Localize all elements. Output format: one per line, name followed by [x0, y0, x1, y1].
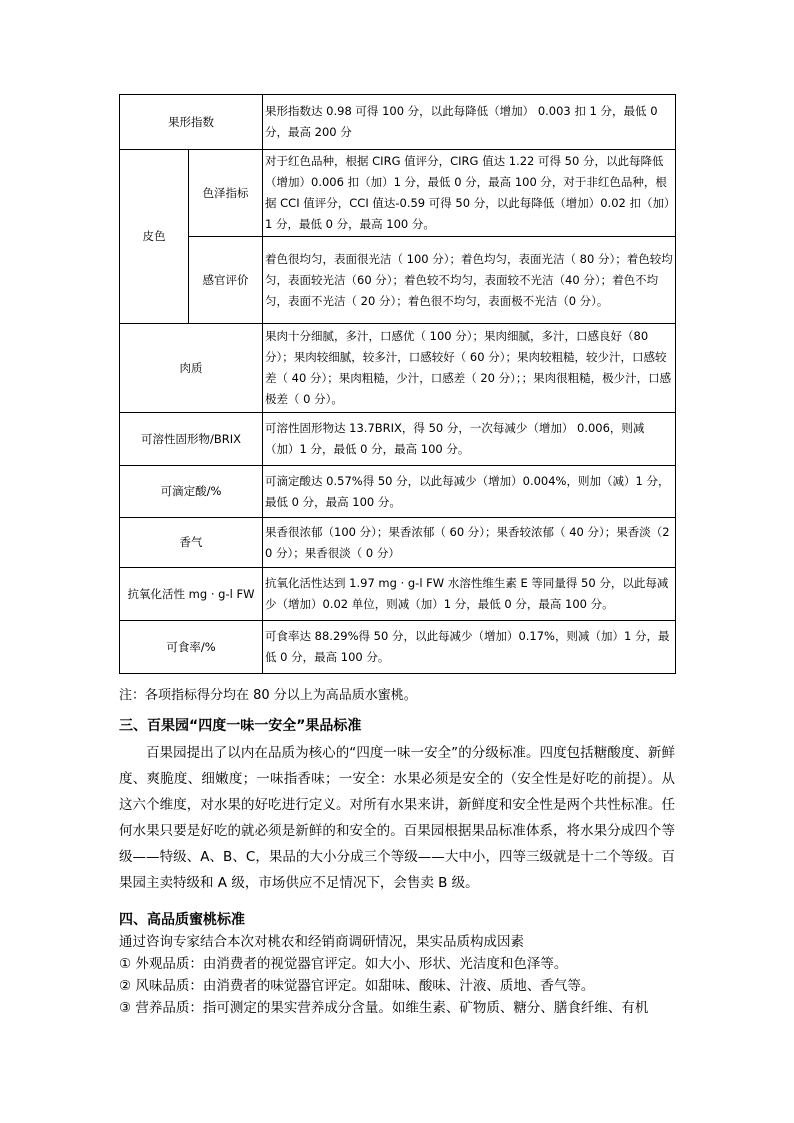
list-item: ② 风味品质：由消费者的味觉器官评定。如甜味、酸味、汁液、质地、香气等。 [119, 978, 595, 994]
row-desc-brix: 可溶性固形物达 13.7BRIX，得 50 分，一次每减少（增加） 0.006，则减（加）1 分，最低 0 分，最高 100 分。 [263, 413, 676, 466]
row-label-aroma: 香气 [120, 518, 263, 568]
table-row [120, 150, 676, 237]
row-desc-edible-rate: 可食率达 88.29%得 50 分，以此每减少（增加）0.17%，则减（加）1 分，最低 0 分，最高 100 分。 [263, 621, 676, 674]
row-desc-aroma: 果香很浓郁（100 分）；果香浓郁（ 60 分）；果香较浓郁（ 40 分）；果香淡（20 分）；果香很淡（ 0 分） [263, 518, 676, 568]
table-row [120, 466, 676, 518]
row-label-sensory: 感官评价 [189, 237, 263, 324]
row-desc-antioxidant: 抗氧化活性达到 1.97 mg · g-l FW 水溶性维生素 E 等同量得 50 分，以此每减少（增加）0.02 单位，则减（加）1 分，最低 0 分，最高 100 分。 [263, 568, 676, 621]
table-row [120, 518, 676, 568]
row-desc-flesh: 果肉十分细腻，多汁，口感优（ 100 分）；果肉细腻，多汁，口感良好（80 分）；果肉较细腻，较多汁，口感较好（ 60 分）；果肉较粗糙，较少汁，口感较差（ 40 分）；果肉粗糙，少汁，口感差（ 20 分）；；果肉很粗糙，极少汁，口感极差（ 0 分）。 [263, 324, 676, 413]
table-row [120, 413, 676, 466]
quality-standard-table [119, 94, 676, 674]
row-desc-color: 对于红色品种，根据 CIRG 值评分，CIRG 值达 1.22 可得 50 分，以此每降低（增加）0.006 扣（加）1 分，最低 0 分，最高 100 分，对于非红色品种，根据 CCI 值评分，CCI 值达-0.59 可得 50 分，以此每降低（增加）0.02 扣（加）1 分，最低 0 分，最高 100 分。 [263, 150, 676, 237]
section-4-heading: 四、高品质蜜桃标准 [119, 912, 245, 928]
row-label-brix: 可溶性固形物/BRIX [120, 413, 263, 466]
table-row [120, 237, 676, 324]
list-item: ③ 营养品质：指可测定的果实营养成分含量。如维生素、矿物质、糖分、膳食纤维、有机 [119, 1000, 649, 1016]
section-3-paragraph: 百果园提出了以内在品质为核心的“四度一味一安全”的分级标准。四度包括糖酸度、新鲜度、爽脆度、细嫩度；一味指香味；一安全：水果必须是安全的（安全性是好吃的前提）。从这六个维度，对水果的好吃进行定义。对所有水果来讲，新鲜度和安全性是两个共性标准。任何水果只要是好吃的就必须是新鲜的和安全的。百果园根据果品标准体系，将水果分成四个等级——特级、A、B、C，果品的大小分成三个等级——大中小，四等三级就是十二个等级。百果园主卖特级和 A 级，市场供应不足情况下，会售卖 B 级。 [119, 745, 675, 891]
row-label-color: 色泽指标 [189, 150, 263, 237]
row-label-shape-index: 果形指数 [120, 95, 263, 150]
row-desc-shape-index: 果形指数达 0.98 可得 100 分，以此每降低（增加） 0.003 扣 1 分，最低 0 分，最高 200 分 [263, 95, 676, 150]
table-note: 注：各项指标得分均在 80 分以上为高品质水蜜桃。 [119, 688, 417, 703]
section-3-heading: 三、百果园“四度一味一安全”果品标准 [119, 718, 362, 734]
table-row [120, 324, 676, 413]
section-4-intro: 通过咨询专家结合本次对桃农和经销商调研情况，果实品质构成因素 [119, 934, 524, 950]
row-label-skin: 皮色 [120, 150, 189, 324]
row-label-antioxidant: 抗氧化活性 mg · g-l FW [120, 568, 263, 621]
row-desc-sensory: 着色很均匀，表面很光洁（ 100 分）；着色均匀，表面光洁（ 80 分）；着色较均匀，表面较光洁（60 分）；着色较不均匀，表面较不光洁（40 分）；着色不均匀，表面不光洁（ 20 分）；着色很不均匀，表面极不光洁（0 分）。 [263, 237, 676, 324]
table-row [120, 621, 676, 674]
row-label-acid: 可滴定酸/% [120, 466, 263, 518]
row-desc-acid: 可滴定酸达 0.57%得 50 分，以此每减少（增加）0.004%，则加（减）1 分，最低 0 分，最高 100 分。 [263, 466, 676, 518]
row-label-flesh: 肉质 [120, 324, 263, 413]
table-row [120, 568, 676, 621]
table-row [120, 95, 676, 150]
row-label-edible-rate: 可食率/% [120, 621, 263, 674]
list-item: ① 外观品质：由消费者的视觉器官评定。如大小、形状、光洁度和色泽等。 [119, 956, 568, 972]
